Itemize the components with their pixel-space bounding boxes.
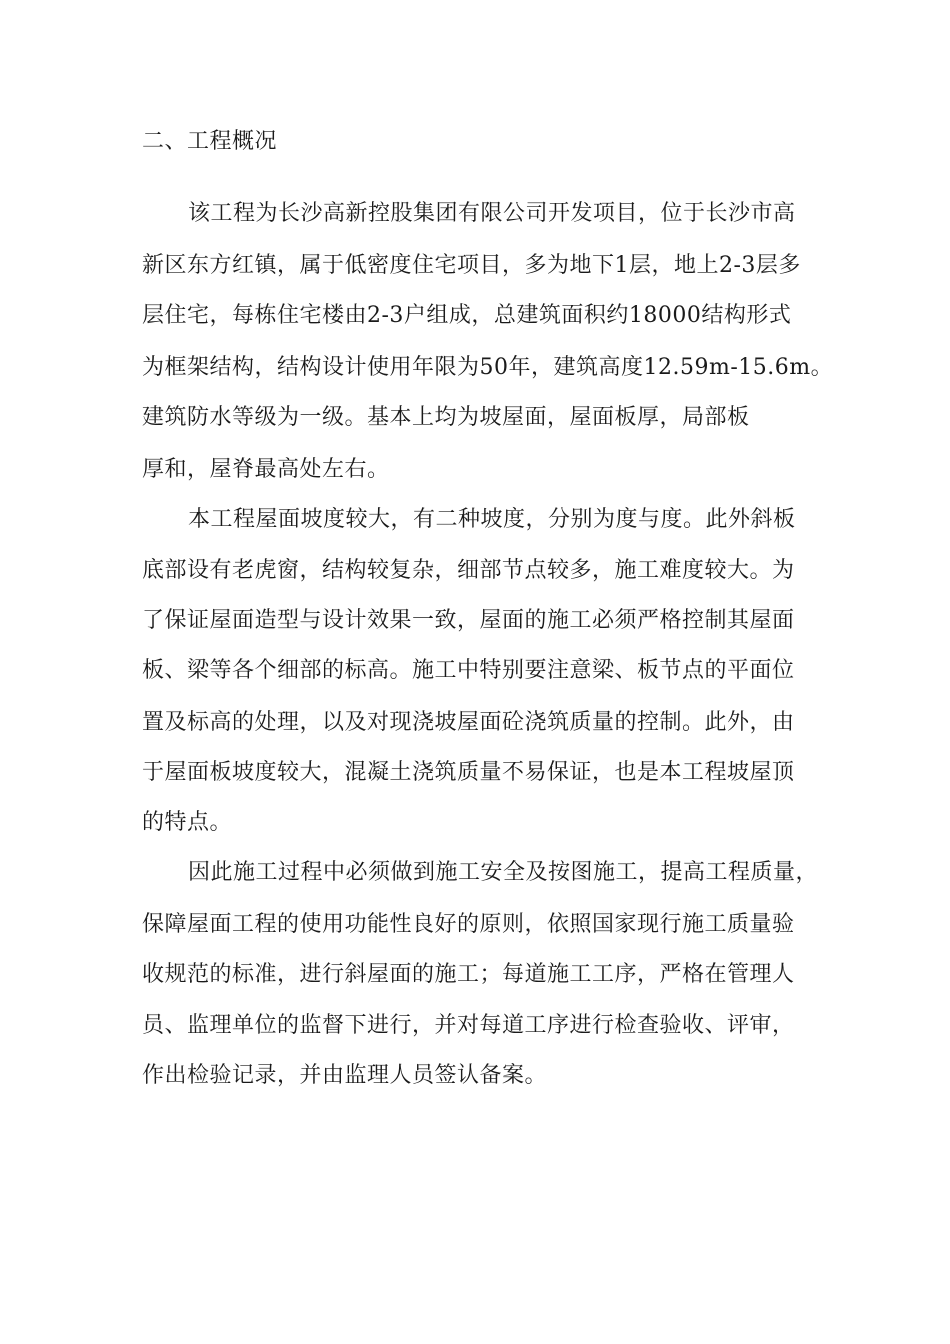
paragraph-3-line-5: 作出检验记录，并由监理人员签认备案。 — [142, 1063, 548, 1088]
paragraph-3-line-3: 收规范的标准，进行斜屋面的施工；每道施工工序，严格在管理人 — [142, 962, 795, 987]
paragraph-2-line-3: 了保证屋面造型与设计效果一致，屋面的施工必须严格控制其屋面 — [142, 608, 795, 633]
paragraph-2-line-1: 本工程屋面坡度较大，有二种坡度，分别为度与度。此外斜板 — [188, 507, 796, 532]
paragraph-2-line-5: 置及标高的处理，以及对现浇坡屋面砼浇筑质量的控制。此外，由 — [142, 710, 795, 735]
paragraph-2-line-4: 板、梁等各个细部的标高。施工中特别要注意梁、板节点的平面位 — [142, 658, 795, 683]
paragraph-2-line-6: 于屋面板坡度较大，混凝土浇筑质量不易保证，也是本工程坡屋顶 — [142, 760, 795, 785]
paragraph-1-line-5: 建筑防水等级为一级。基本上均为坡屋面，屋面板厚，局部板 — [142, 405, 750, 430]
paragraph-3-line-2: 保障屋面工程的使用功能性良好的原则，依照国家现行施工质量验 — [142, 912, 795, 937]
paragraph-1-line-2: 新区东方红镇，属于低密度住宅项目，多为地下1层，地上2-3层多 — [142, 253, 801, 278]
paragraph-3-line-4: 员、监理单位的监督下进行，并对每道工序进行检查验收、评审， — [142, 1013, 795, 1038]
paragraph-3-line-1: 因此施工过程中必须做到施工安全及按图施工，提高工程质量， — [188, 860, 819, 885]
paragraph-1-line-6: 厚和，屋脊最高处左右。 — [142, 457, 390, 482]
paragraph-1-line-3: 层住宅，每栋住宅楼由2-3户组成，总建筑面积约18000结构形式 — [142, 303, 792, 328]
section-heading: 二、工程概况 — [142, 129, 278, 154]
paragraph-1-line-4: 为框架结构，结构设计使用年限为50年，建筑高度12.59m-15.6m。 — [142, 355, 834, 380]
paragraph-1-line-1: 该工程为长沙高新控股集团有限公司开发项目，位于长沙市高 — [188, 201, 796, 226]
paragraph-2-line-7: 的特点。 — [142, 810, 233, 835]
paragraph-2-line-2: 底部设有老虎窗，结构较复杂，细部节点较多，施工难度较大。为 — [142, 558, 795, 583]
